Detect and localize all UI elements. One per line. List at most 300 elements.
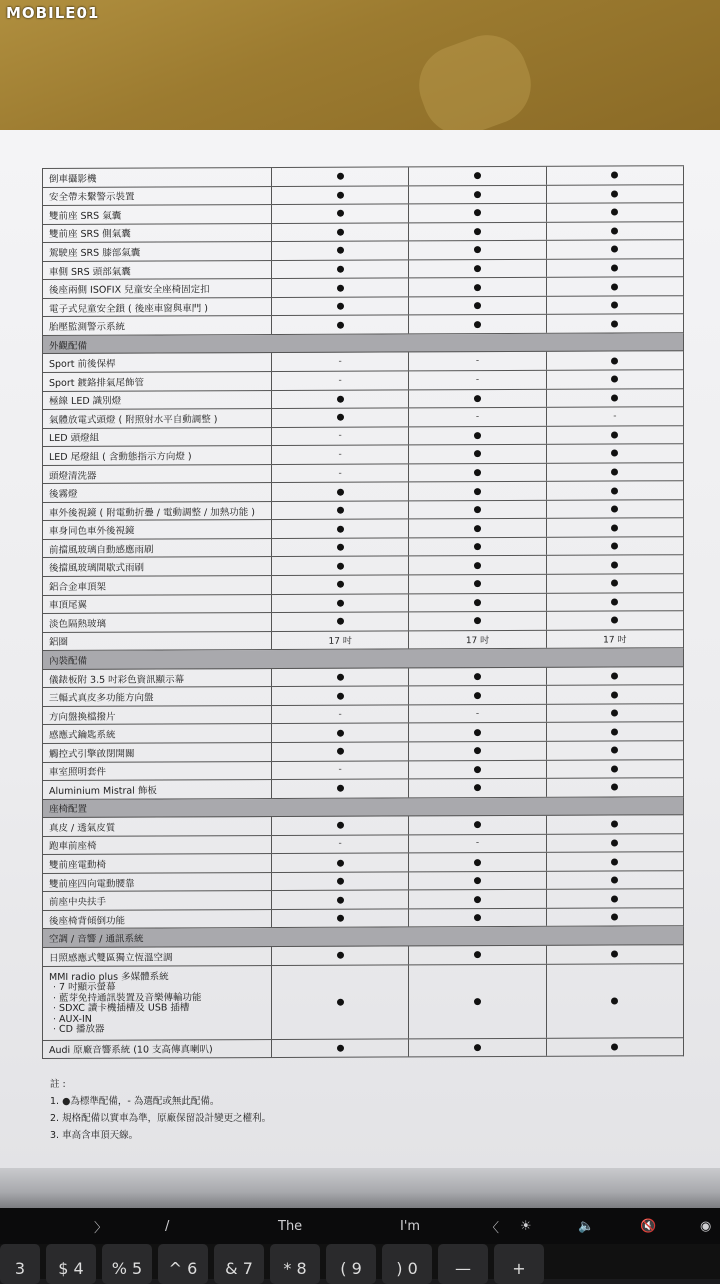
standard-dot-icon [474,766,481,773]
standard-dot-icon [337,952,344,959]
standard-dot-cell [409,853,546,871]
standard-dot-cell [547,352,683,370]
spec-label [43,576,272,595]
standard-dot-icon [611,710,618,717]
standard-dot-cell [272,557,409,575]
spec-label-text: 倒車攝影機 [49,173,97,185]
spec-label [43,724,272,743]
standard-dot-cell [547,667,683,685]
option-dash-cell [272,705,409,723]
spec-label-text: 前座中央扶手 [49,896,107,909]
standard-dot-cell [409,872,546,890]
standard-dot-cell [547,704,683,722]
standard-dot-cell [272,872,409,890]
spec-sub-item: · SDXC 讀卡機插槽及 USB 插槽 [53,1002,190,1014]
standard-dot-icon [474,1044,481,1051]
spec-label-text: 雙前座電動椅 [49,859,107,871]
standard-dot-icon [611,728,618,735]
spec-label-text: 極線 LED 識別燈 [49,395,122,408]
standard-dot-cell [409,742,546,760]
touchbar-suggestion-2[interactable]: I'm [400,1218,421,1234]
spec-label-text: LED 尾燈組 ( 含動態指示方向燈 ) [49,451,192,463]
keyboard-key[interactable]: — [438,1244,488,1284]
keyboard-key[interactable]: ) 0 [382,1244,432,1284]
standard-dot-cell [547,556,683,574]
standard-dot-icon [474,914,481,921]
standard-dot-icon [337,896,344,903]
standard-dot-icon [474,673,481,680]
standard-dot-icon [611,264,618,271]
standard-dot-icon [474,747,481,754]
standard-dot-cell [272,687,409,705]
standard-dot-cell [409,909,546,927]
standard-dot-icon [474,321,481,328]
spec-sub-item: · 藍芽免持通訊裝置及音樂傳輸功能 [53,991,202,1004]
standard-dot-icon [474,265,481,272]
spec-label-text: 車身同色車外後視鏡 [49,525,135,538]
standard-dot-cell [547,482,683,500]
brightness-icon[interactable]: ☀ [520,1218,532,1234]
value-text: 17 吋 [328,636,352,647]
standard-dot-icon [611,673,618,680]
spec-label [43,502,272,521]
spec-label-text: 感應式鑰匙系統 [49,729,116,742]
standard-dot-icon [611,858,618,865]
standard-dot-icon [474,562,481,569]
standard-dot-cell [409,816,546,834]
standard-dot-cell [272,909,409,927]
spec-label-text: 雙前座 SRS 氣囊 [49,210,122,222]
standard-dot-cell [409,445,546,463]
notes-section [50,1076,271,1144]
spec-label-text: 安全帶未繫警示裝置 [49,191,135,204]
touchbar-suggestion-1[interactable]: The [278,1218,303,1234]
standard-dot-icon [611,765,618,772]
standard-dot-icon [474,395,481,402]
standard-dot-cell [409,890,546,908]
standard-dot-icon [611,747,618,754]
standard-dot-icon [337,915,344,922]
standard-dot-cell [272,742,409,760]
standard-dot-cell [547,574,683,592]
notes-title: 註 : [50,1079,66,1090]
dash-text: - [338,839,342,850]
standard-dot-icon [337,247,344,254]
standard-dot-icon [337,581,344,588]
spec-label-text: 後擋風玻璃間歇式雨刷 [49,562,145,575]
spec-label [43,632,272,651]
spec-label-text: 電子式兒童安全鎖 ( 後座車窗與車門 ) [49,302,208,315]
spec-label [43,224,272,243]
standard-dot-icon [337,562,344,569]
option-dash-cell [272,446,409,464]
standard-dot-cell [409,593,546,611]
standard-dot-icon [474,784,481,791]
standard-dot-cell [409,464,546,482]
spec-label-text: Audi 原廠音響系統 (10 支高傳真喇叭) [49,1044,213,1057]
standard-dot-icon [474,896,481,903]
spec-label-text: 座椅配置 [49,804,88,816]
standard-dot-icon [474,580,481,587]
spec-label [43,761,272,780]
standard-dot-cell [547,426,683,444]
spec-sub-item: · AUX-IN [53,1013,92,1025]
standard-dot-icon [474,191,481,198]
keyboard-key[interactable]: ^ 6 [158,1244,208,1284]
watermark-logo: MOBILE01 [6,4,100,22]
standard-dot-cell [272,520,409,538]
spec-label [43,743,272,762]
spec-label-text: 日照感應式雙區獨立恆溫空調 [49,952,173,964]
chevron-right-icon[interactable]: 〉 [94,1220,108,1236]
standard-dot-icon [611,172,618,179]
standard-dot-icon [337,785,344,792]
standard-dot-icon [337,396,344,403]
standard-dot-cell [272,891,409,909]
spec-label [43,428,272,447]
standard-dot-icon [611,784,618,791]
value-text: 17 吋 [465,635,490,647]
table-surface [0,0,720,140]
spec-label [43,539,272,558]
spec-label [43,836,272,855]
standard-dot-icon [474,302,481,309]
laptop-bezel [0,1168,720,1208]
option-dash-cell [272,464,409,482]
standard-dot-cell [272,1039,409,1057]
standard-dot-icon [337,674,344,681]
spec-label [43,316,272,335]
spec-label [43,446,272,465]
spec-label-text: 內裝配備 [49,655,88,667]
value-cell [409,630,546,648]
dash-text: - [338,468,342,479]
spec-label [43,799,271,818]
dash-text: - [475,356,480,367]
standard-dot-icon [337,488,344,495]
standard-dot-cell [547,370,683,388]
standard-dot-cell [547,964,683,1038]
standard-dot-icon [474,729,481,736]
standard-dot-icon [337,618,344,625]
standard-dot-icon [611,543,618,550]
touchbar-divider: / [165,1218,170,1234]
standard-dot-cell [409,241,546,259]
chevron-left-icon[interactable]: 〈 [486,1220,500,1236]
standard-dot-icon [337,173,344,180]
spec-label-text: Sport 鍍鉻排氣尾飾管 [49,377,145,389]
standard-dot-cell [272,668,409,686]
standard-dot-icon [611,997,618,1004]
option-dash-cell [272,761,409,779]
standard-dot-icon [474,247,481,254]
spec-label-text: Sport 前後保桿 [49,358,116,371]
standard-dot-cell [547,463,683,481]
standard-dot-cell [409,204,546,222]
standard-dot-cell [547,537,683,555]
standard-dot-cell [547,723,683,741]
spec-label [43,279,272,298]
dash-text: - [338,709,342,720]
standard-dot-icon [611,951,618,958]
standard-dot-cell [409,946,546,964]
standard-dot-icon [474,172,481,179]
standard-dot-icon [611,506,618,513]
dash-text: - [475,374,480,385]
dash-text: - [338,449,342,460]
standard-dot-cell [272,167,409,185]
standard-dot-cell [547,741,683,759]
spec-label-text: 胎壓監測警示系統 [49,321,126,334]
standard-dot-icon [611,320,618,327]
standard-dot-icon [337,525,344,532]
standard-dot-cell [272,186,409,204]
standard-dot-cell [409,222,546,240]
standard-dot-cell [409,686,546,704]
standard-dot-cell [547,185,683,203]
dash-text: - [475,838,480,849]
standard-dot-cell [272,946,409,964]
spec-table [42,165,684,1059]
standard-dot-cell [547,908,683,926]
spec-label-text: 儀錶板附 3.5 吋彩色資訊顯示幕 [49,673,185,686]
standard-dot-cell [547,593,683,611]
standard-dot-icon [337,229,344,236]
dash-text: - [475,411,480,422]
option-dash-cell [409,352,546,370]
standard-dot-cell [547,444,683,462]
standard-dot-icon [337,191,344,198]
standard-dot-cell [272,817,409,835]
standard-dot-cell [409,723,546,741]
standard-dot-cell [272,779,409,797]
dash-text: - [338,375,342,386]
spec-label-text: 前擋風玻璃自動感應雨刷 [49,544,154,556]
standard-dot-cell [547,277,683,295]
standard-dot-icon [337,822,344,829]
standard-dot-icon [611,450,618,457]
standard-dot-icon [337,1044,344,1051]
standard-dot-cell [409,1038,546,1056]
standard-dot-cell [409,389,546,407]
option-dash-cell [272,353,409,371]
standard-dot-cell [409,315,546,333]
standard-dot-cell [547,778,683,796]
dash-text: - [475,708,480,719]
standard-dot-icon [474,692,481,699]
spec-row [42,1038,684,1059]
spec-label [43,242,272,261]
standard-dot-icon [611,246,618,253]
spec-label [43,780,272,799]
standard-dot-icon [611,469,618,476]
standard-dot-cell [272,483,409,501]
keyboard-key[interactable]: $ 4 [46,1244,96,1284]
option-dash-cell [409,834,546,852]
spec-label-text: 車外後視鏡 ( 附電動折疊 / 電動調整 / 加熱功能 ) [49,506,255,519]
spec-label [43,613,272,632]
option-dash-cell [272,835,409,853]
standard-dot-cell [409,167,546,185]
standard-dot-icon [337,878,344,885]
standard-dot-cell [272,409,409,427]
standard-dot-icon [474,951,481,958]
standard-dot-icon [474,525,481,532]
spec-label-text: 淡色隔熱玻璃 [49,618,107,630]
siri-icon[interactable]: ◉ [700,1218,712,1234]
standard-dot-cell [547,815,683,833]
spec-label-text: 雙前座 SRS 側氣囊 [49,229,131,241]
spec-label-text: Aluminium Mistral 飾板 [49,785,157,797]
spec-label [43,910,272,929]
option-dash-cell [409,408,546,426]
standard-dot-cell [547,240,683,258]
option-dash-cell [272,427,409,445]
standard-dot-cell [547,760,683,778]
standard-dot-icon [611,283,618,290]
standard-dot-icon [474,506,481,513]
standard-dot-cell [272,538,409,556]
value-cell [547,630,683,648]
standard-dot-icon [611,839,618,846]
spec-label-text: 車側 SRS 頭部氣囊 [49,266,131,278]
standard-dot-cell [547,1038,683,1056]
spec-label [43,928,271,947]
keyboard-key[interactable]: + [494,1244,544,1284]
value-text: 17 吋 [603,635,627,646]
value-cell [272,631,409,649]
standard-dot-icon [337,303,344,310]
standard-dot-icon [611,209,618,216]
spec-label [43,187,272,206]
spec-label-text: 頭燈清洗器 [49,470,97,482]
standard-dot-cell [409,779,546,797]
spec-sub-item: · 7 吋顯示螢幕 [53,981,116,993]
standard-dot-icon [337,692,344,699]
standard-dot-cell [547,945,683,963]
standard-dot-cell [409,612,546,630]
standard-dot-cell [409,760,546,778]
standard-dot-cell [547,315,683,333]
spec-label [43,817,272,836]
standard-dot-cell [547,296,683,314]
keyboard-key[interactable]: & 7 [214,1244,264,1284]
option-dash-cell [547,407,683,425]
standard-dot-icon [337,266,344,273]
spec-label-text: 真皮 / 透氣皮質 [49,822,116,834]
standard-dot-cell [272,390,409,408]
spec-label [43,1040,272,1059]
keyboard-row [0,1244,720,1279]
standard-dot-cell [547,686,683,704]
standard-dot-icon [611,598,618,605]
spec-label-text: MMI radio plus 多媒體系統 [49,970,169,983]
standard-dot-icon [474,543,481,550]
standard-dot-cell [272,854,409,872]
spec-label-text: 觸控式引擎啟閉開關 [49,748,135,760]
standard-dot-icon [474,617,481,624]
spec-label-text: 跑車前座椅 [49,841,97,853]
keyboard-key[interactable]: 3 [0,1244,40,1284]
spec-label-text: 雙前座四向電動腰靠 [49,878,135,890]
standard-dot-cell [547,203,683,221]
spec-label [43,298,272,317]
standard-dot-cell [272,260,409,278]
spec-label-text: 外觀配備 [49,340,88,352]
spec-label [43,687,272,706]
spec-label [43,873,272,892]
standard-dot-cell [547,834,683,852]
option-dash-cell [409,705,546,723]
standard-dot-cell [409,556,546,574]
standard-dot-icon [611,227,618,234]
spec-label [43,261,272,280]
option-dash-cell [409,371,546,389]
standard-dot-icon [474,877,481,884]
standard-dot-icon [611,691,618,698]
standard-dot-icon [337,998,344,1005]
keyboard-key[interactable]: ( 9 [326,1244,376,1284]
standard-dot-cell [409,482,546,500]
standard-dot-icon [611,895,618,902]
spec-label [43,966,272,1040]
standard-dot-icon [611,617,618,624]
standard-dot-cell [547,222,683,240]
keyboard-key[interactable]: % 5 [102,1244,152,1284]
note-line-2: 2. 規格配備以實車為準，原廠保留設計變更之權利。 [50,1113,272,1124]
standard-dot-cell [409,426,546,444]
spec-label-text: 三輻式真皮多功能方向盤 [49,692,154,705]
spec-row [42,964,684,1041]
standard-dot-icon [337,859,344,866]
keyboard-key[interactable]: * 8 [270,1244,320,1284]
spec-label [43,706,272,725]
touch-bar[interactable] [0,1208,720,1244]
standard-dot-icon [474,209,481,216]
spec-label-text: 鋁合金車頂架 [49,581,107,593]
note-line-1: 1. ●為標準配備，- 為選配或無此配備。 [50,1096,220,1107]
spec-label [43,891,272,910]
dash-text: - [613,411,617,422]
standard-dot-icon [474,469,481,476]
spec-label [43,947,272,966]
standard-dot-icon [337,284,344,291]
spec-label [43,205,272,224]
standard-dot-cell [547,519,683,537]
standard-dot-cell [272,316,409,334]
standard-dot-cell [409,278,546,296]
standard-dot-icon [474,228,481,235]
standard-dot-icon [474,821,481,828]
standard-dot-icon [611,376,618,383]
standard-dot-cell [547,166,683,184]
standard-dot-icon [474,599,481,606]
standard-dot-cell [409,185,546,203]
spec-label [43,409,272,428]
spec-label [43,372,272,391]
dash-text: - [338,356,342,367]
standard-dot-icon [337,600,344,607]
standard-dot-icon [474,998,481,1005]
volume-icon[interactable]: 🔈 [578,1218,595,1234]
mute-icon[interactable]: 🔇 [640,1218,657,1234]
standard-dot-icon [337,507,344,514]
standard-dot-cell [547,389,683,407]
dash-text: - [338,431,342,442]
standard-dot-icon [337,210,344,217]
dash-text: - [338,764,342,775]
standard-dot-icon [337,748,344,755]
